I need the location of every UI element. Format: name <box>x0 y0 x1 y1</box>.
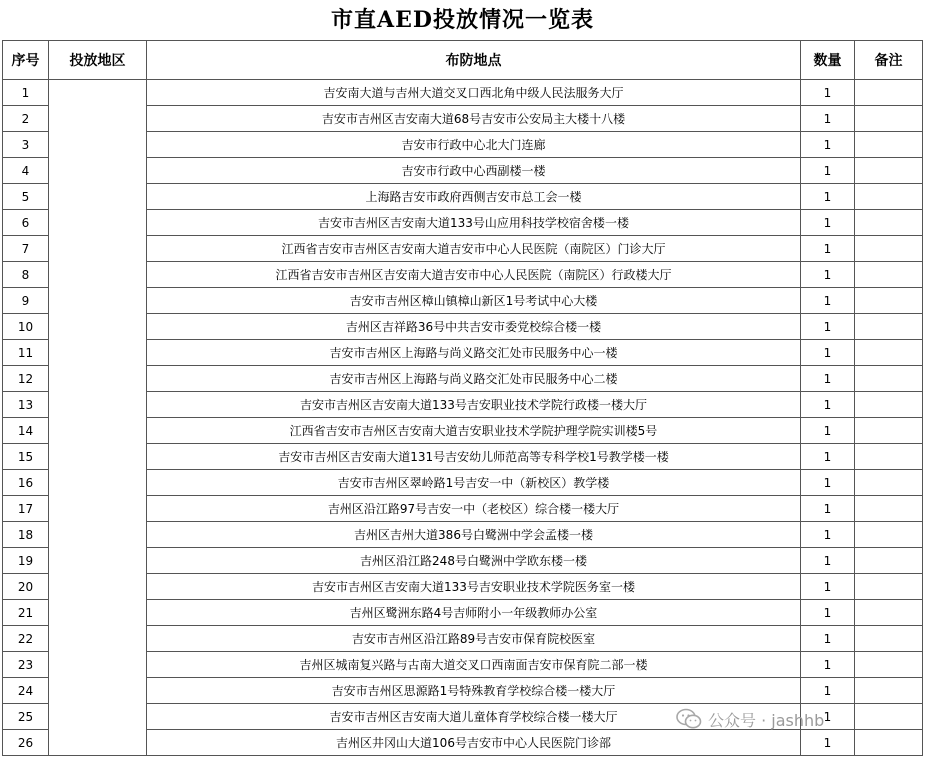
header-note: 备注 <box>855 41 923 80</box>
row-number: 6 <box>3 210 49 236</box>
row-number: 15 <box>3 444 49 470</box>
location-cell: 吉安市吉州区上海路与尚义路交汇处市民服务中心二楼 <box>147 366 801 392</box>
note-cell <box>855 678 923 704</box>
watermark-text: 公众号 · jashhb <box>708 710 825 730</box>
row-number: 24 <box>3 678 49 704</box>
table-body <box>3 80 923 756</box>
location-cell: 吉安市吉州区吉安南大道133号吉安职业技术学院行政楼一楼大厅 <box>147 392 801 418</box>
location-cell: 吉州区吉州大道386号白鹭洲中学会孟楼一楼 <box>147 522 801 548</box>
quantity-cell: 1 <box>801 236 855 262</box>
quantity-cell: 1 <box>801 314 855 340</box>
note-cell <box>855 652 923 678</box>
watermark <box>676 704 824 734</box>
note-cell <box>855 574 923 600</box>
location-cell: 吉州区沿江路248号白鹭洲中学欧东楼一楼 <box>147 548 801 574</box>
row-number: 26 <box>3 730 49 756</box>
quantity-cell: 1 <box>801 574 855 600</box>
note-cell <box>855 106 923 132</box>
note-cell <box>855 340 923 366</box>
note-cell <box>855 548 923 574</box>
note-cell <box>855 314 923 340</box>
location-cell: 吉安市吉州区吉安南大道儿童体育学校综合楼一楼大厅 <box>147 704 801 730</box>
note-cell <box>855 80 923 106</box>
location-cell: 吉州区井冈山大道106号吉安市中心人民医院门诊部 <box>147 730 801 756</box>
quantity-cell: 1 <box>801 418 855 444</box>
row-number: 9 <box>3 288 49 314</box>
row-number: 16 <box>3 470 49 496</box>
location-cell: 吉安市吉州区沿江路89号吉安市保育院校医室 <box>147 626 801 652</box>
note-cell <box>855 184 923 210</box>
note-cell <box>855 418 923 444</box>
location-cell: 吉安市行政中心北大门连廊 <box>147 132 801 158</box>
quantity-cell: 1 <box>801 626 855 652</box>
quantity-cell: 1 <box>801 548 855 574</box>
quantity-cell: 1 <box>801 392 855 418</box>
header-qty: 数量 <box>801 41 855 80</box>
quantity-cell: 1 <box>801 600 855 626</box>
note-cell <box>855 210 923 236</box>
row-number: 4 <box>3 158 49 184</box>
location-cell: 吉州区吉祥路36号中共吉安市委党校综合楼一楼 <box>147 314 801 340</box>
quantity-cell: 1 <box>801 184 855 210</box>
quantity-cell: 1 <box>801 80 855 106</box>
note-cell <box>855 626 923 652</box>
note-cell <box>855 288 923 314</box>
row-number: 7 <box>3 236 49 262</box>
note-cell <box>855 704 923 730</box>
location-cell: 吉安市吉州区吉安南大道133号吉安职业技术学院医务室一楼 <box>147 574 801 600</box>
quantity-cell: 1 <box>801 730 855 756</box>
table-row <box>3 80 923 106</box>
row-number: 23 <box>3 652 49 678</box>
wechat-icon <box>676 708 702 730</box>
quantity-cell: 1 <box>801 132 855 158</box>
note-cell <box>855 444 923 470</box>
note-cell <box>855 262 923 288</box>
location-cell: 吉安市吉州区吉安南大道131号吉安幼儿师范高等专科学校1号教学楼一楼 <box>147 444 801 470</box>
row-number: 17 <box>3 496 49 522</box>
header-no: 序号 <box>3 41 49 80</box>
row-number: 25 <box>3 704 49 730</box>
quantity-cell: 1 <box>801 262 855 288</box>
note-cell <box>855 392 923 418</box>
row-number: 2 <box>3 106 49 132</box>
row-number: 21 <box>3 600 49 626</box>
area-cell <box>49 80 147 756</box>
quantity-cell: 1 <box>801 106 855 132</box>
header-location: 布防地点 <box>147 41 801 80</box>
quantity-cell: 1 <box>801 366 855 392</box>
note-cell <box>855 730 923 756</box>
quantity-cell: 1 <box>801 522 855 548</box>
row-number: 3 <box>3 132 49 158</box>
quantity-cell: 1 <box>801 158 855 184</box>
row-number: 13 <box>3 392 49 418</box>
row-number: 12 <box>3 366 49 392</box>
location-cell: 吉安市行政中心西副楼一楼 <box>147 158 801 184</box>
row-number: 10 <box>3 314 49 340</box>
note-cell <box>855 158 923 184</box>
note-cell <box>855 132 923 158</box>
row-number: 22 <box>3 626 49 652</box>
row-number: 5 <box>3 184 49 210</box>
note-cell <box>855 236 923 262</box>
note-cell <box>855 522 923 548</box>
location-cell: 吉州区城南复兴路与古南大道交叉口西南面吉安市保育院二部一楼 <box>147 652 801 678</box>
row-number: 1 <box>3 80 49 106</box>
location-cell: 吉安市吉州区思源路1号特殊教育学校综合楼一楼大厅 <box>147 678 801 704</box>
quantity-cell: 1 <box>801 444 855 470</box>
quantity-cell: 1 <box>801 704 855 730</box>
aed-table <box>2 40 923 756</box>
note-cell <box>855 366 923 392</box>
location-cell: 吉安市吉州区吉安南大道68号吉安市公安局主大楼十八楼 <box>147 106 801 132</box>
row-number: 18 <box>3 522 49 548</box>
location-cell: 吉安市吉州区吉安南大道133号山应用科技学校宿舍楼一楼 <box>147 210 801 236</box>
location-cell: 吉州区鹭洲东路4号吉师附小一年级教师办公室 <box>147 600 801 626</box>
location-cell: 上海路吉安市政府西侧吉安市总工会一楼 <box>147 184 801 210</box>
note-cell <box>855 470 923 496</box>
quantity-cell: 1 <box>801 496 855 522</box>
location-cell: 江西省吉安市吉州区吉安南大道吉安职业技术学院护理学院实训楼5号 <box>147 418 801 444</box>
header-row <box>3 41 923 80</box>
page-title: 市直AED投放情况一览表 <box>331 7 594 33</box>
location-cell: 吉州区沿江路97号吉安一中（老校区）综合楼一楼大厅 <box>147 496 801 522</box>
location-cell: 吉安南大道与吉州大道交叉口西北角中级人民法服务大厅 <box>147 80 801 106</box>
note-cell <box>855 496 923 522</box>
location-cell: 吉安市吉州区翠岭路1号吉安一中（新校区）教学楼 <box>147 470 801 496</box>
note-cell <box>855 600 923 626</box>
row-number: 14 <box>3 418 49 444</box>
quantity-cell: 1 <box>801 210 855 236</box>
quantity-cell: 1 <box>801 470 855 496</box>
location-cell: 江西省吉安市吉州区吉安南大道吉安市中心人民医院（南院区）行政楼大厅 <box>147 262 801 288</box>
row-number: 8 <box>3 262 49 288</box>
location-cell: 吉安市吉州区上海路与尚义路交汇处市民服务中心一楼 <box>147 340 801 366</box>
row-number: 19 <box>3 548 49 574</box>
quantity-cell: 1 <box>801 678 855 704</box>
location-cell: 江西省吉安市吉州区吉安南大道吉安市中心人民医院（南院区）门诊大厅 <box>147 236 801 262</box>
quantity-cell: 1 <box>801 340 855 366</box>
row-number: 11 <box>3 340 49 366</box>
row-number: 20 <box>3 574 49 600</box>
header-area: 投放地区 <box>49 41 147 80</box>
quantity-cell: 1 <box>801 652 855 678</box>
quantity-cell: 1 <box>801 288 855 314</box>
location-cell: 吉安市吉州区樟山镇樟山新区1号考试中心大楼 <box>147 288 801 314</box>
